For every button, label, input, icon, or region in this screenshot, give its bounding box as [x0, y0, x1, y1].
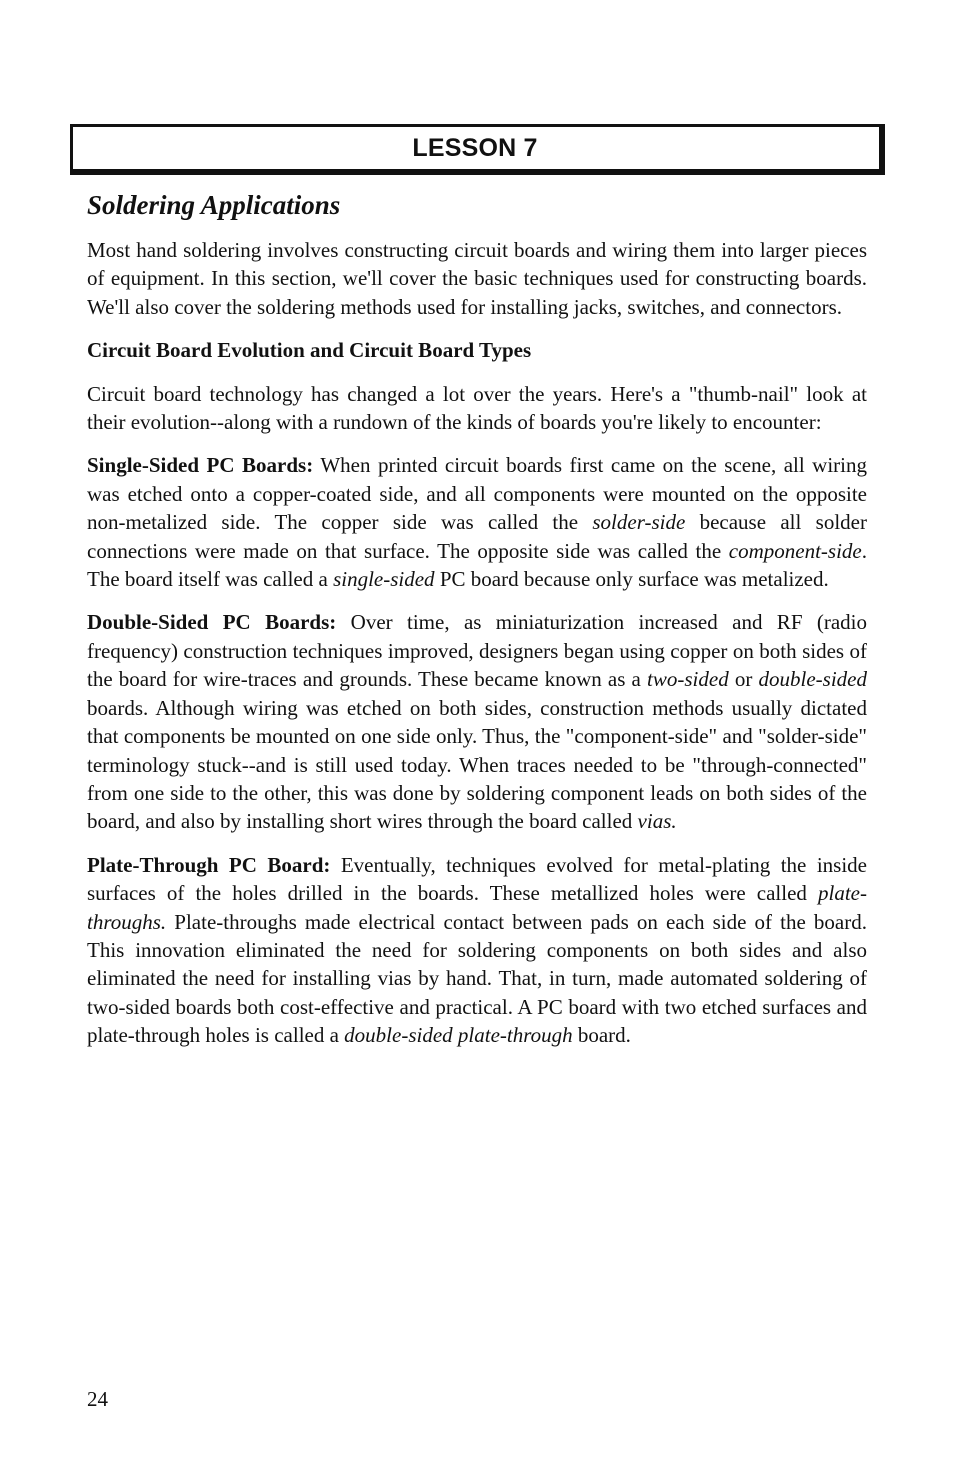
single-sided-text-1: When printed circuit boards first came on the scene, all wiring was etched onto a copper-coated side, and all components were mounted on the opposite non-metalized side. The copper side was called the: [87, 453, 868, 535]
single-sided-term-single-sided: single-sided: [333, 567, 435, 592]
page-number: 24: [87, 1387, 108, 1411]
plate-through-lead: Plate-Through PC Board:: [87, 852, 331, 877]
double-sided-lead: Double-Sided PC Boards:: [87, 610, 337, 635]
single-sided-term-component-side: component-side: [728, 538, 862, 563]
lesson-header-box: [70, 124, 885, 175]
double-sided-term-vias: vias.: [637, 809, 677, 834]
subsection-intro-paragraph: Circuit board technology has changed a lot over the years. Here's a "thumb-nail" look at their evolution--along with a rundown of the kinds of boards you're likely to encounter:: [87, 381, 867, 435]
section-title: Soldering Applications: [87, 190, 341, 220]
plate-through-text-1: Eventually, techniques evolved for metal-plating the inside surfaces of the holes drilled in the boards. These metallized holes were called: [87, 852, 868, 906]
plate-through-paragraph: [87, 851, 867, 1050]
single-sided-text-3: . The board itself was called a: [87, 538, 867, 592]
plate-through-term-double-sided-plate-through: double-sided plate-through: [344, 1023, 573, 1048]
plate-through-text-2: Plate-throughs made electrical contact between pads on each side of the board. This innovation eliminated the need for soldering components on both sides and also eliminated the need for installing vias by hand. That, in turn, made automated soldering of two-sided boards both cost-effective and practical. A PC board with two etched surfaces and plate-through holes is called a: [87, 909, 867, 1048]
single-sided-term-solder-side: solder-side: [592, 510, 686, 535]
intro-paragraph: Most hand soldering involves constructing circuit boards and wiring them into larger pieces of equipment. In this section, we'll cover the basic techniques used for constructing boards. We'll also cover the soldering methods used for installing jacks, switches, and connectors.: [87, 238, 867, 319]
page-content: [87, 186, 867, 1065]
single-sided-lead: Single-Sided PC Boards:: [87, 453, 314, 478]
double-sided-term-two-sided: two-sided: [647, 667, 729, 692]
subsection-heading: Circuit Board Evolution and Circuit Board Types: [87, 338, 532, 363]
lesson-title: LESSON 7: [412, 133, 538, 162]
single-sided-text-2: because all solder connections were made on that surface. The opposite side was called the: [87, 510, 867, 563]
double-sided-text-2: or: [728, 667, 759, 692]
single-sided-paragraph: [87, 451, 867, 593]
double-sided-term-double-sided: double-sided: [758, 667, 867, 692]
double-sided-text-3: boards. Although wiring was etched on both sides, construction methods usually dictated that components be mounted on one side only. Thus, the "component-side" and "solder-side" terminology stuck--and is still used today. When traces needed to be "through-connected" from one side to the other, this was done by soldering component leads on both sides of the board, and also by installing short wires through the board called: [87, 695, 867, 834]
plate-through-term-plate-throughs: plate-throughs.: [87, 881, 867, 934]
double-sided-paragraph: [87, 608, 867, 835]
plate-through-text-3: board.: [572, 1023, 631, 1048]
single-sided-text-4: PC board because only surface was metalized.: [434, 567, 829, 592]
double-sided-text-1: Over time, as miniaturization increased and RF (radio frequency) construction techniques improved, designers began using copper on both sides of the board for wire-traces and grounds. These became known as a: [87, 610, 868, 692]
